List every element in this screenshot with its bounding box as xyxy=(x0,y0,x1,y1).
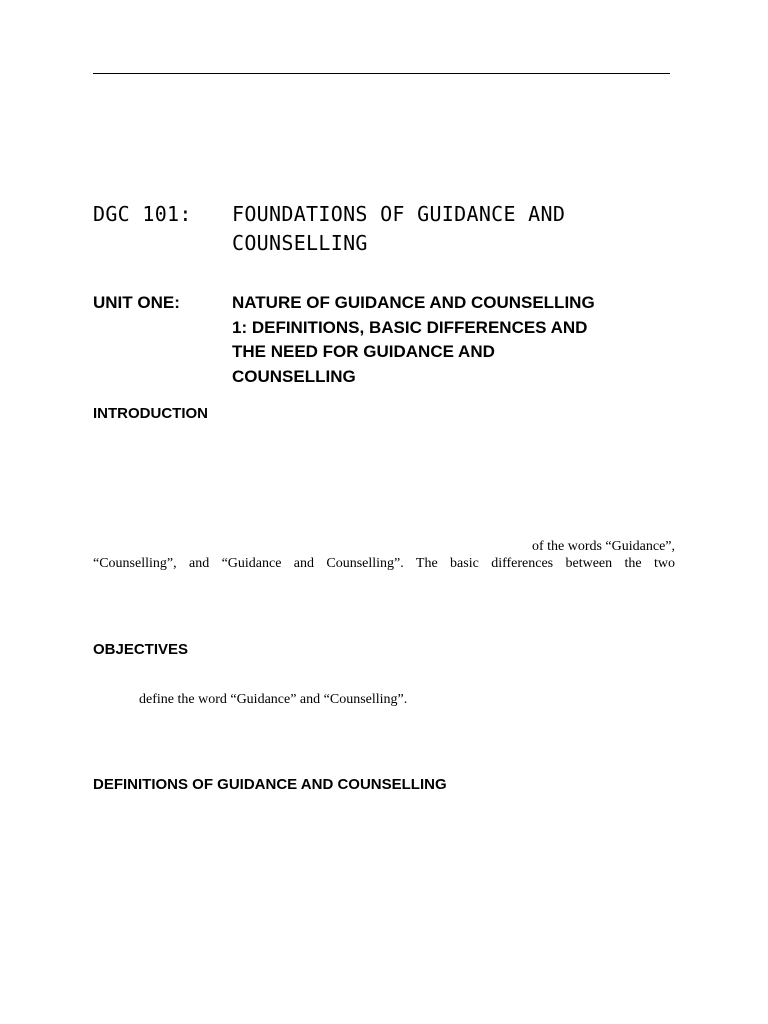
unit-title-line: 1: DEFINITIONS, BASIC DIFFERENCES AND xyxy=(232,317,588,337)
introduction-text-line: of the words “Guidance”, xyxy=(531,539,675,554)
objective-item: define the word “Guidance” and “Counselling”. xyxy=(139,692,408,707)
unit-title xyxy=(232,291,692,389)
course-title-line: FOUNDATIONS OF GUIDANCE AND xyxy=(232,202,566,226)
objectives-heading: OBJECTIVES xyxy=(93,641,189,658)
unit-label: UNIT ONE: xyxy=(93,293,180,312)
introduction-text-line: “Counselling”, and “Guidance and Counselling”. The basic differences between the two xyxy=(93,556,675,571)
unit-title-line: COUNSELLING xyxy=(232,366,356,386)
definitions-heading: DEFINITIONS OF GUIDANCE AND COUNSELLING xyxy=(93,776,447,793)
introduction-heading: INTRODUCTION xyxy=(93,405,208,422)
course-code: DGC 101: xyxy=(93,202,192,226)
header-rule xyxy=(93,73,670,74)
course-title xyxy=(232,200,672,258)
course-title-line: COUNSELLING xyxy=(232,231,368,255)
unit-title-line: NATURE OF GUIDANCE AND COUNSELLING xyxy=(232,293,595,312)
unit-title-line: THE NEED FOR GUIDANCE AND xyxy=(232,342,495,361)
